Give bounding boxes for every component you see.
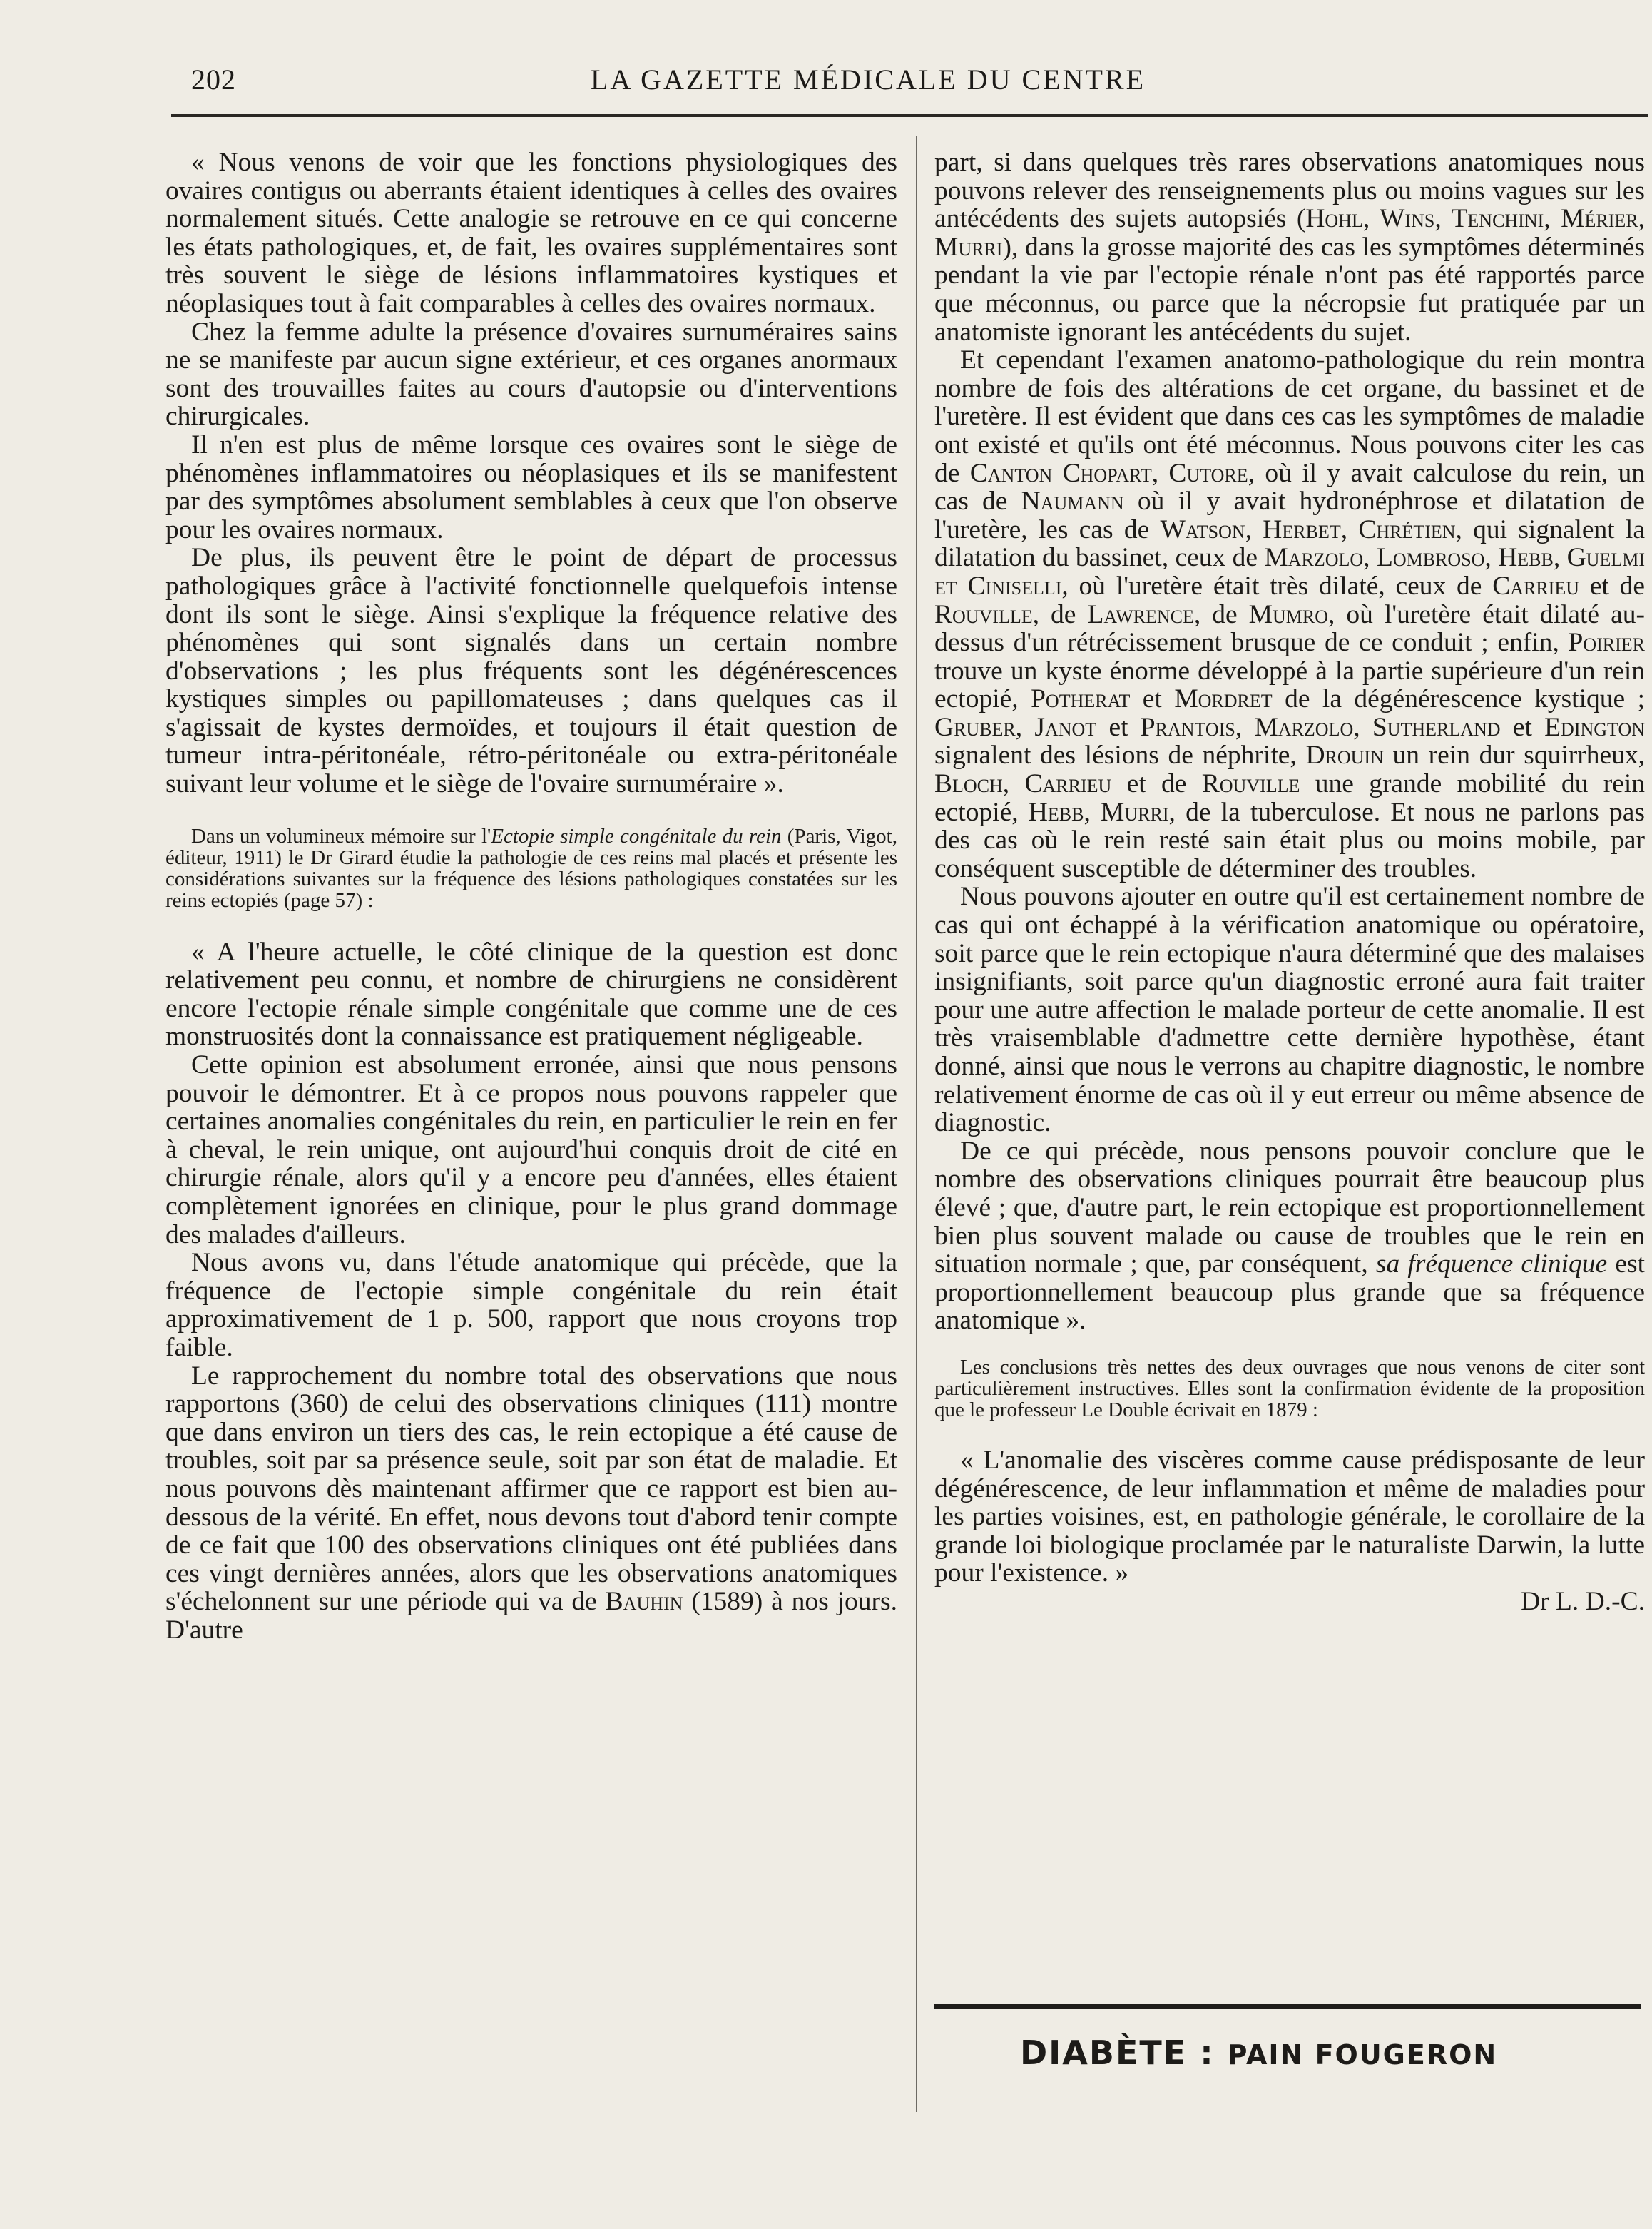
quote-paragraph: Nous avons vu, dans l'étude anatomique qui précède, que la fréquence de l'ectopie simple congénitale du rein était approximativement de 1 p. 500, rapport que nous croyons trop faible. (165, 1248, 897, 1362)
author-names: Mordret (1174, 684, 1273, 714)
advertisement-product: PAIN FOUGERON (1227, 2039, 1498, 2071)
quote-paragraph: Cette opinion est absolument erronée, ainsi que nous pensons pouvoir le démontrer. Et à ce propos nous pouvons rappeler que certaines anomalies congénitales du rein, en particulier le rein en fer à cheval, le rein unique, ont aujourd'hui conquis droit de cité en chirurgie rénale, alors qu'il y a encore peu d'années, elles étaient complètement ignorées en clinique, pour le plus grand dommage des malades d'ailleurs. (165, 1050, 897, 1249)
book-title: Ectopie simple congénitale du rein (491, 824, 782, 848)
author-names: Prantois, Marzolo, Sutherland (1140, 712, 1501, 742)
editorial-note: Les conclusions très nettes des deux ouvrages que nous venons de citer sont particulièrement instructives. Elles sont la confirmation évidente de la proposition que le professeur Le Double écrivait en 1879 : (934, 1355, 1645, 1421)
right-column (934, 148, 1645, 1616)
paragraph: « Nous venons de voir que les fonctions physiologiques des ovaires contigus ou aberrants étaient identiques à celles des ovaires normalement situés. Cette analogie se retrouve en ce qui concerne les états pathologiques, et, de fait, les ovaires supplémentaires sont très souvent le siège de lésions inflammatoires kystiques et néoplasiques tout à fait comparables à celles des ovaires normaux. (165, 148, 897, 318)
quote-paragraph: Le rapprochement du nombre total des observations que nous rapportons (360) de celui des observations cliniques (111) montre que dans environ un tiers des cas, le rein ectopique a été cause de troubles, soit par sa présence seule, soit par son état de maladie. Et nous pouvons dès maintenant affirmer que ce rapport est bien au-dessous de la vérité. En effet, nous devons tout d'abord tenir compte de ce fait que 100 des observations cliniques ont été publiées dans ces vingt dernières années, alors que les observations anatomiques s'échelonnent sur une période qui va de Bauhin (1589) à nos jours. D'autre (165, 1361, 897, 1645)
author-name: Bauhin (605, 1587, 683, 1617)
author-names: Marzolo, Lombroso, Hebb, Guelmi et Ciniselli (934, 543, 1645, 601)
column-divider (916, 136, 917, 2112)
editorial-note (165, 826, 897, 911)
quote-paragraph: Nous pouvons ajouter en outre qu'il est certainement nombre de cas qui ont échappé à la vérification anatomique ou opératoire, soit parce que le rein ectopique n'aura déterminé que des malaises insignifiants, soit parce qu'un diagnostic erroné aura fait traiter pour une autre affection le malade porteur de cette anomalie. Il est très vraisemblable d'admettre cette dernière hypothèse, étant donné, ainsi que nous le verrons au chapitre diagnostic, le nombre relativement énorme de cas où il y eut erreur ou même absence de diagnostic. (934, 882, 1645, 1138)
running-head (191, 63, 1611, 113)
quote-paragraph: « L'anomalie des viscères comme cause prédisposante de leur dégénérescence, de leur inflammation et même de maladies pour les parties voisines, est, en pathologie générale, le corollaire de la grande loi biologique proclamée par le naturaliste Darwin, la lutte pour l'existence. » (934, 1445, 1645, 1588)
quote-paragraph: De ce qui précède, nous pensons pouvoir conclure que le nombre des observations cliniques pourrait être beaucoup plus élevé ; que, d'autre part, le rein ectopique est proportionnellement bien plus souvent malade ou cause de troubles que le rein en situation normale ; que, par conséquent, sa fréquence clinique est proportionnellement beaucoup plus grande que sa fréquence anatomique ». (934, 1136, 1645, 1336)
paragraph: Chez la femme adulte la présence d'ovaires surnuméraires sains ne se manifeste par aucun signe extérieur, et ces organes anormaux sont des trouvailles faites au cours d'autopsie ou d'interventions chirurgicales. (165, 317, 897, 432)
author-names: Watson, Herbet, Chrétien (1160, 514, 1456, 544)
paragraph: Il n'en est plus de même lorsque ces ovaires sont le siège de phénomènes inflammatoires ou néoplasiques et ils se manifestent par des symptômes absolument semblables à ceux que l'on observe pour les ovaires normaux. (165, 430, 897, 544)
author-names: Gruber, Janot (934, 712, 1097, 742)
advertisement-rule (934, 2004, 1641, 2009)
author-names: Bloch, Carrieu (934, 769, 1112, 799)
author-names: Hohl, Wins, Tenchini, Mérier, Murri (934, 204, 1645, 262)
journal-title: LA GAZETTE MÉDICALE DU CENTRE (591, 64, 1146, 96)
signature: Dr L. D.-C. (1521, 1586, 1645, 1616)
author-names: Drouin (1305, 741, 1384, 771)
left-column (165, 148, 897, 1645)
author-names: Mumro (1248, 599, 1329, 629)
header-rule (171, 114, 1648, 117)
note-text: Dans un volumineux mémoire sur l' (191, 824, 491, 848)
author-names: Hebb, Murri (1028, 797, 1169, 827)
author-names: Naumann (1021, 487, 1124, 517)
author-names: Potherat (1031, 684, 1131, 714)
quote-paragraph: « A l'heure actuelle, le côté clinique de la question est donc relativement peu connu, et nombre de chirurgiens ne considèrent encore l'ectopie rénale simple congénitale que comme une de ces monstruosités dont la connaissance est pratiquement négligeable. (165, 937, 897, 1052)
quote-paragraph: Et cependant l'examen anatomo-pathologique du rein montra nombre de fois des altérations de cet organe, du bassinet et de l'uretère. Il est évident que dans ces cas les symptômes de maladie ont existé et qu'ils ont été méconnus. Nous pouvons citer les cas de Canton Chopart, Cutore, où il y avait calculose du rein, un cas de Naumann où il y avait hydronéphrose et dilatation de l'uretère, les cas de Watson, Herbet, Chrétien, qui signalent la dilatation du bassinet, ceux de Marzolo, Lombroso, Hebb, Guelmi et Ciniselli, où l'uretère était très dilaté, ceux de Carrieu et de Rouville, de Lawrence, de Mumro, où l'uretère était dilaté au-dessus d'un rétrécissement brusque de ce conduit ; enfin, Poirier trouve un kyste énorme développé à la partie supérieure d'un rein ectopié, Potherat et Mordret de la dégénérescence kystique ; Gruber, Janot et Prantois, Marzolo, Sutherland et Edington signalent des lésions de néphrite, Drouin un rein dur squirrheux, Bloch, Carrieu et de Rouville une grande mobilité du rein ectopié, Hebb, Murri, de la tuberculose. Et nous ne parlons pas des cas où le rein resté sain était plus ou moins mobile, par conséquent susceptible de déterminer des troubles. (934, 345, 1646, 883)
advertisement (1020, 2033, 1497, 2072)
note-text: (Paris, Vigot, éditeur, 1911) le Dr Girard étudie la pathologie de ces reins mal placés et présente les considérations suivantes sur la fréquence des lésions pathologiques constatées sur les reins ectopiés (page 57) : (165, 824, 897, 912)
author-names: Carrieu (1492, 571, 1579, 601)
signature-line (934, 1588, 1645, 1616)
paragraph: De plus, ils peuvent être le point de départ de processus pathologiques grâce à l'activité fonctionnelle quelquefois intense dont ils sont le siège. Ainsi s'explique la fréquence relative des phénomènes qui sont signalés dans un certain nombre d'observations ; les plus fréquents sont les dégénérescences kystiques simples ou papillomateuses ; dans quelques cas il s'agissait de kystes dermoïdes, et toujours il était question de tumeur intra-péritonéale, rétro-péritonéale ou extra-péritonéale suivant leur volume et le siège de l'ovaire surnuméraire ». (165, 543, 897, 799)
quote-paragraph: part, si dans quelques très rares observations anatomiques nous pouvons relever des renseignements plus ou moins vagues sur les antécédents des sujets autopsiés (Hohl, Wins, Tenchini, Mérier, Murri), dans la grosse majorité des cas les symptômes déterminés pendant la vie par l'ectopie rénale n'ont pas été rapportés parce que méconnus, ou parce que la nécropsie fut pratiquée par un anatomiste ignorant les antécédents du sujet. (934, 148, 1645, 347)
page-number: 202 (191, 64, 236, 96)
emphasis: sa fréquence clinique (1375, 1249, 1608, 1279)
author-names: Edington (1544, 712, 1645, 742)
author-names: Canton Chopart, Cutore (969, 458, 1248, 488)
advertisement-word: DIABÈTE : (1020, 2033, 1215, 2072)
author-names: Lawrence (1087, 599, 1194, 629)
author-names: Rouville (934, 599, 1033, 629)
author-names: Poirier (1568, 628, 1645, 658)
author-names: Rouville (1201, 769, 1300, 799)
